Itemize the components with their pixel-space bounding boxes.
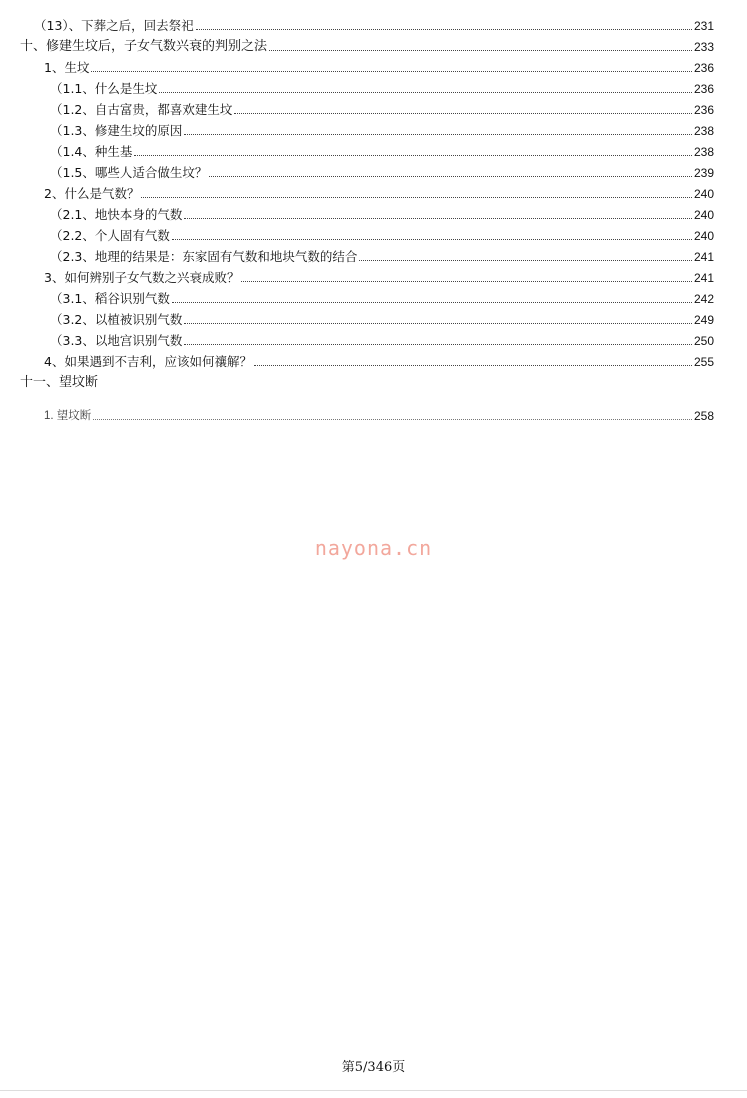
toc-entry-label: （2.2、个人固有气数 (50, 228, 170, 243)
dot-leader (134, 155, 692, 156)
toc-entry[interactable] (50, 140, 714, 160)
dot-leader (159, 92, 692, 93)
toc-entry-page: 231 (693, 19, 714, 33)
dot-leader (184, 134, 692, 135)
toc-entry[interactable] (44, 404, 714, 424)
toc-entry-label: （2.3、地理的结果是：东家固有气数和地块气数的结合 (50, 249, 358, 264)
toc-entry[interactable] (44, 56, 714, 76)
toc-entry-page: 242 (693, 292, 714, 306)
dot-leader (184, 344, 692, 345)
toc-entry-label: 十、修建生坟后，子女气数兴衰的判别之法 (20, 39, 268, 54)
toc-entry-page: 249 (693, 313, 714, 327)
toc-entry-label: 十一、望坟断 (20, 375, 99, 390)
toc-entry[interactable] (50, 224, 714, 244)
toc-entry-label: （1.4、种生基 (50, 144, 133, 159)
toc-entry-page: 236 (693, 61, 714, 75)
dot-leader (234, 113, 692, 114)
toc-entry[interactable] (50, 245, 714, 265)
toc-entry-label: （3.3、以地宫识别气数 (50, 333, 183, 348)
toc-entry[interactable] (50, 119, 714, 139)
toc-entry-page: 240 (693, 187, 714, 201)
toc-entry[interactable] (34, 14, 714, 34)
toc-entry-page: 238 (693, 124, 714, 138)
page-bottom-divider (0, 1090, 747, 1091)
dot-leader (241, 281, 692, 282)
dot-leader (254, 365, 692, 366)
page-number-footer: 第5/346页 (341, 1060, 406, 1075)
dot-leader (172, 302, 692, 303)
toc-entry-page: 258 (693, 409, 714, 423)
toc-entry[interactable] (44, 350, 714, 370)
toc-entry-page: 238 (693, 145, 714, 159)
toc-entry-label: 2、什么是气数？ (44, 186, 140, 201)
toc-entry-label: 3、如何辨别子女气数之兴衰成败？ (44, 270, 240, 285)
toc-entry[interactable] (50, 287, 714, 307)
toc-entry-page: 241 (693, 271, 714, 285)
dot-leader (269, 50, 692, 51)
toc-entry-label: （3.1、稻谷识别气数 (50, 291, 170, 306)
toc-entry-label: 4、如果遇到不吉利，应该如何禳解？ (44, 354, 252, 369)
dot-leader (93, 419, 692, 420)
toc-entry-label: （13）、下葬之后，回去祭祀 (34, 18, 194, 33)
toc-entry-page: 236 (693, 82, 714, 96)
toc-entry-label: 1. 望坟断 (44, 410, 92, 422)
dot-leader (359, 260, 692, 261)
toc-entry-label: （1.1、什么是生坟 (50, 81, 158, 96)
toc-entry-page: 233 (693, 40, 714, 54)
dot-leader (91, 71, 692, 72)
toc-entry-label: （3.2、以植被识别气数 (50, 312, 183, 327)
toc-entry-label: （1.3、修建生坟的原因 (50, 123, 183, 138)
dot-leader (172, 239, 692, 240)
watermark: nayona.cn (314, 536, 433, 560)
toc-entry-page: 250 (693, 334, 714, 348)
toc-entry-label: （2.1、地快本身的气数 (50, 207, 183, 222)
dot-leader (196, 29, 692, 30)
toc-entry[interactable] (50, 161, 714, 181)
dot-leader (141, 197, 692, 198)
toc-entry-page: 236 (693, 103, 714, 117)
toc-entry-label: （1.2、自古富贵，都喜欢建生坟 (50, 102, 233, 117)
toc-entry-page: 240 (693, 208, 714, 222)
toc-entry-label: 1、生坟 (44, 60, 90, 75)
toc-entry[interactable] (20, 371, 714, 391)
dot-leader (184, 323, 692, 324)
toc-entry[interactable] (50, 203, 714, 223)
toc-entry[interactable] (50, 77, 714, 97)
dot-leader (184, 218, 692, 219)
toc-entry-page: 255 (693, 355, 714, 369)
dot-leader (209, 176, 692, 177)
toc-entry[interactable] (50, 329, 714, 349)
toc-entry[interactable] (50, 98, 714, 118)
toc-entry[interactable] (50, 308, 714, 328)
toc-entry[interactable] (20, 35, 714, 55)
toc-entry[interactable] (44, 266, 714, 286)
toc-entry[interactable] (44, 182, 714, 202)
toc-entry-page: 239 (693, 166, 714, 180)
toc-entry-page: 241 (693, 250, 714, 264)
toc-entry-page: 240 (693, 229, 714, 243)
toc-entry-label: （1.5、哪些人适合做生坟？ (50, 165, 208, 180)
